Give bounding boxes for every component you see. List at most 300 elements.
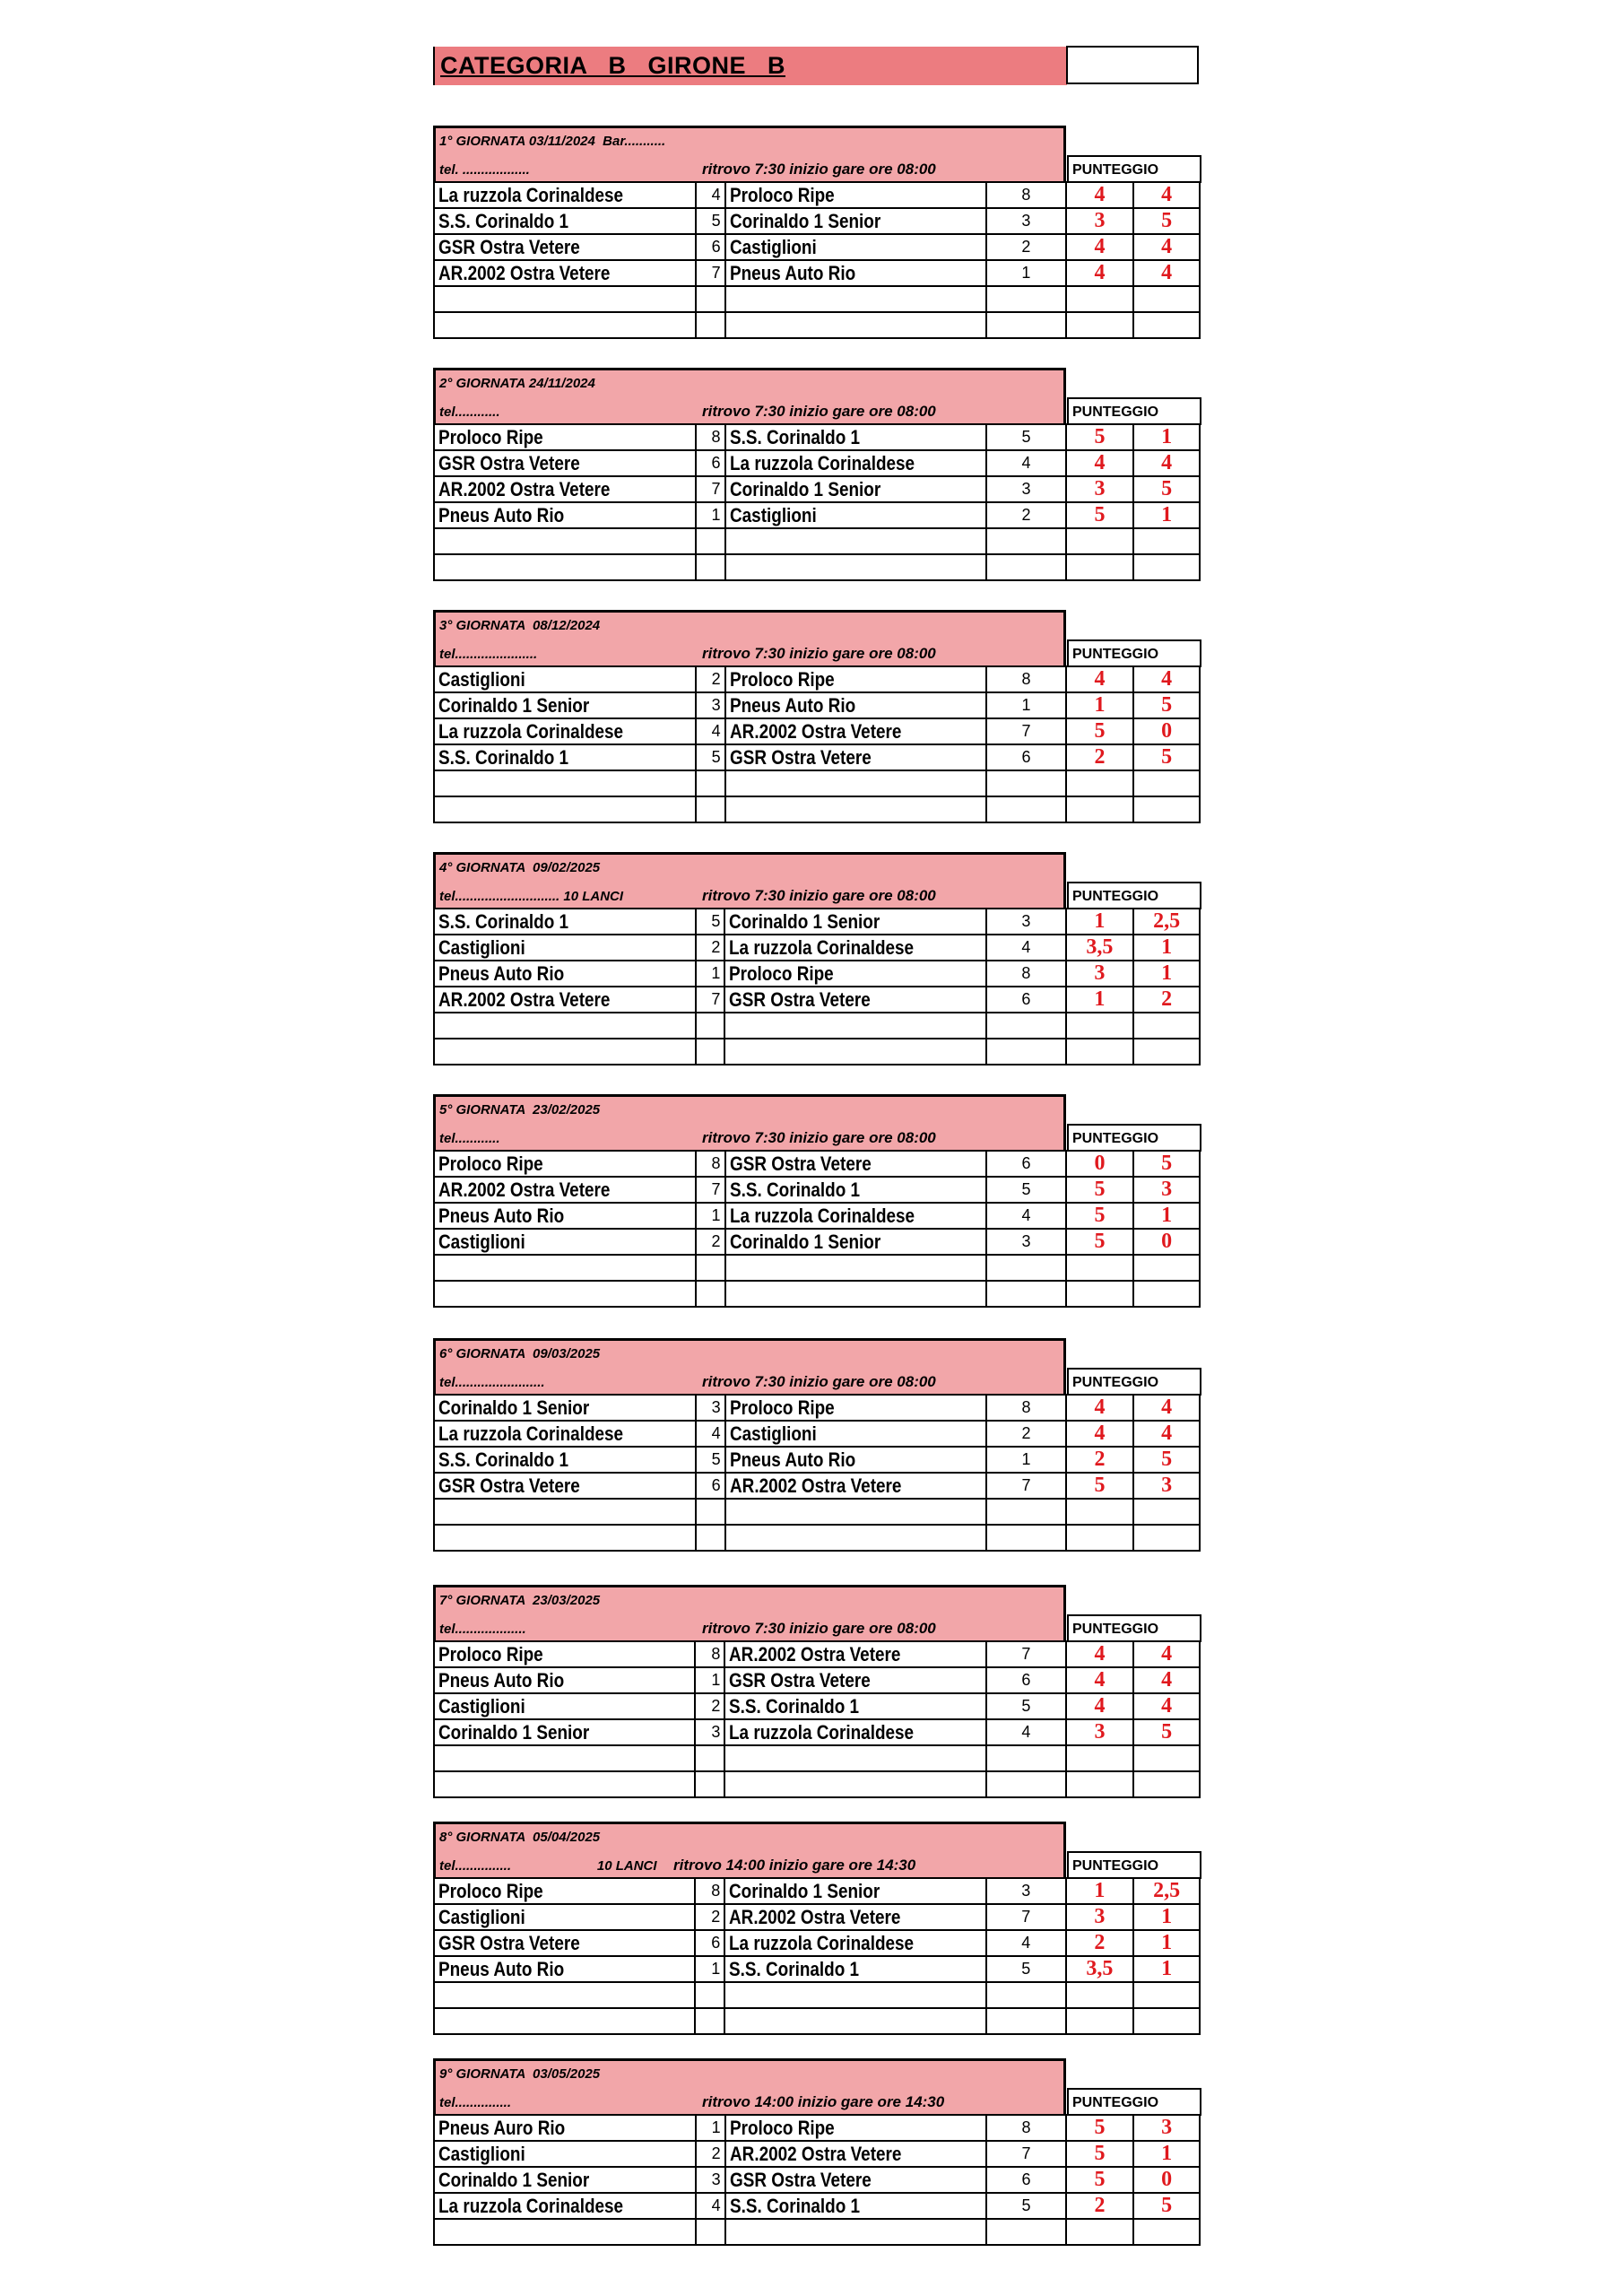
home-score (1066, 1013, 1134, 1039)
away-team (725, 692, 987, 718)
home-team (434, 909, 696, 935)
home-team (434, 2115, 696, 2141)
away-score: 3 (1133, 1473, 1200, 1499)
home-team-label: Proloco Ripe (438, 1879, 543, 1902)
home-team (434, 286, 696, 312)
away-score: 4 (1133, 234, 1200, 260)
home-team (434, 208, 696, 234)
away-team (724, 1930, 986, 1956)
home-score: 2 (1066, 1447, 1134, 1473)
home-team (434, 1395, 696, 1421)
home-score: 4 (1066, 1421, 1134, 1447)
home-team (434, 450, 696, 476)
away-team (725, 2193, 987, 2219)
home-number: 2 (695, 1904, 724, 1930)
away-score: 5 (1133, 692, 1200, 718)
away-number (986, 554, 1066, 580)
round-title: 8° GIORNATA 05/04/2025 (439, 1830, 601, 1845)
away-team (725, 2167, 987, 2193)
home-score (1066, 1255, 1134, 1281)
match-row (434, 1203, 1200, 1229)
empty-row (434, 796, 1200, 822)
match-row (434, 450, 1200, 476)
home-score (1066, 1525, 1134, 1551)
away-number: 3 (986, 208, 1066, 234)
match-row (434, 208, 1200, 234)
empty-row (434, 2008, 1200, 2034)
home-team (434, 1039, 696, 1065)
home-number: 1 (695, 1956, 724, 1982)
match-row (434, 961, 1200, 987)
away-score: 1 (1133, 2141, 1200, 2167)
away-team (725, 744, 987, 770)
away-team-label: S.S. Corinaldo 1 (729, 425, 860, 448)
away-team (725, 666, 987, 692)
round-schedule-time: ritrovo 7:30 inizio gare ore 08:00 (702, 887, 936, 904)
punteggio-label: PUNTEGGIO (1067, 639, 1201, 667)
away-team-label: GSR Ostra Vetere (729, 1668, 872, 1692)
home-number: 7 (696, 260, 725, 286)
punteggio-label: PUNTEGGIO (1067, 1614, 1201, 1642)
home-team (434, 260, 696, 286)
away-number: 2 (986, 1421, 1066, 1447)
home-score: 1 (1066, 909, 1134, 935)
title-bar (433, 47, 1067, 85)
home-number: 1 (696, 502, 725, 528)
away-number: 3 (986, 476, 1066, 502)
away-team-label: GSR Ostra Vetere (729, 745, 872, 769)
punteggio-label: PUNTEGGIO (1067, 1368, 1201, 1396)
away-score (1133, 286, 1200, 312)
away-team-label: AR.2002 Ostra Vetere (729, 719, 902, 743)
round-schedule-time: ritrovo 7:30 inizio gare ore 08:00 (702, 1129, 936, 1146)
away-number: 5 (986, 1177, 1066, 1203)
home-team (434, 1745, 695, 1771)
away-number: 8 (986, 2115, 1066, 2141)
away-number: 4 (986, 1719, 1066, 1745)
home-score: 2 (1066, 1930, 1134, 1956)
away-score: 0 (1133, 2167, 1200, 2193)
home-team-label: Corinaldo 1 Senior (438, 2168, 590, 2191)
match-row (434, 1693, 1200, 1719)
away-team-label: GSR Ostra Vetere (729, 2168, 872, 2191)
away-number (986, 286, 1066, 312)
away-team (725, 1525, 987, 1551)
away-team-label: Castiglioni (729, 1422, 817, 1445)
home-team-label: Proloco Ripe (438, 1642, 543, 1665)
home-score: 3,5 (1066, 1956, 1134, 1982)
away-score: 1 (1133, 1203, 1200, 1229)
away-team (725, 1281, 987, 1307)
home-team (434, 1771, 695, 1797)
empty-row (434, 1525, 1200, 1551)
home-team (434, 1904, 695, 1930)
matches-table (433, 1394, 1201, 1552)
away-number (986, 1039, 1065, 1065)
home-team-label: Pneus Auto Rio (438, 1957, 565, 1980)
away-team (724, 1982, 986, 2008)
home-number: 2 (696, 666, 725, 692)
away-score: 5 (1133, 476, 1200, 502)
home-number: 2 (696, 935, 725, 961)
away-number: 4 (986, 935, 1065, 961)
away-team-label: S.S. Corinaldo 1 (729, 1694, 860, 1718)
home-number (696, 1281, 725, 1307)
home-score (1066, 1281, 1134, 1307)
matches-table (433, 2114, 1201, 2246)
home-team-label: La ruzzola Corinaldese (438, 719, 624, 743)
away-team-label: Corinaldo 1 Senior (729, 1879, 880, 1902)
empty-row (434, 770, 1200, 796)
home-score: 5 (1066, 1203, 1134, 1229)
away-score: 1 (1133, 502, 1200, 528)
home-team (434, 234, 696, 260)
home-team-label: Castiglioni (438, 2142, 525, 2165)
home-team (434, 770, 696, 796)
away-score: 1 (1133, 935, 1200, 961)
away-number (986, 1013, 1065, 1039)
away-number: 6 (986, 987, 1065, 1013)
away-team (725, 1229, 987, 1255)
home-team (434, 1281, 696, 1307)
round-title: 7° GIORNATA 23/03/2025 (439, 1593, 601, 1608)
away-number: 1 (986, 260, 1066, 286)
home-score: 4 (1066, 450, 1134, 476)
away-score: 5 (1133, 1151, 1200, 1177)
away-number: 3 (986, 1229, 1066, 1255)
home-score: 4 (1066, 1693, 1134, 1719)
home-number (696, 554, 725, 580)
round-title: 1° GIORNATA 03/11/2024 Bar........... (439, 134, 666, 149)
home-team (434, 744, 696, 770)
away-team-label: GSR Ostra Vetere (729, 987, 872, 1011)
away-team (724, 1956, 986, 1982)
round-header (433, 1094, 1066, 1150)
away-score (1133, 1525, 1200, 1551)
away-number (986, 312, 1066, 338)
away-number: 5 (986, 1693, 1066, 1719)
away-score (1133, 1745, 1200, 1771)
home-team (434, 1719, 695, 1745)
home-score (1066, 312, 1134, 338)
away-score: 4 (1133, 1421, 1200, 1447)
home-team (434, 1203, 696, 1229)
away-number: 4 (986, 1930, 1066, 1956)
away-score: 0 (1133, 1229, 1200, 1255)
match-row (434, 744, 1200, 770)
home-team-label: Castiglioni (438, 1694, 525, 1718)
home-number: 4 (696, 718, 725, 744)
match-row (434, 2141, 1200, 2167)
match-row (434, 1229, 1200, 1255)
match-row (434, 1956, 1200, 1982)
home-number: 5 (696, 208, 725, 234)
away-team (725, 796, 987, 822)
home-score: 3 (1066, 1719, 1134, 1745)
away-score: 2,5 (1133, 909, 1200, 935)
match-row (434, 476, 1200, 502)
empty-row (434, 554, 1200, 580)
home-number (695, 1771, 724, 1797)
away-team-label: Proloco Ripe (729, 1396, 835, 1419)
empty-row (434, 1771, 1200, 1797)
home-team-label: Castiglioni (438, 1230, 525, 1253)
away-team-label: Proloco Ripe (729, 2116, 835, 2139)
match-row (434, 1719, 1200, 1745)
home-number: 1 (696, 2115, 725, 2141)
match-row (434, 935, 1200, 961)
home-team (434, 1473, 696, 1499)
home-number: 2 (696, 2141, 725, 2167)
home-number: 3 (696, 1395, 725, 1421)
home-team (434, 1151, 696, 1177)
away-number (986, 1281, 1066, 1307)
away-team (725, 554, 987, 580)
home-team-label: Pneus Auto Rio (438, 1204, 565, 1227)
away-team (725, 1421, 987, 1447)
matches-table (433, 423, 1201, 581)
away-score: 4 (1133, 260, 1200, 286)
home-number: 7 (696, 1177, 725, 1203)
away-team-label: Corinaldo 1 Senior (729, 209, 880, 232)
away-score: 4 (1133, 450, 1200, 476)
away-team (725, 286, 986, 312)
home-team-label: S.S. Corinaldo 1 (438, 1448, 569, 1471)
away-number: 1 (986, 1447, 1066, 1473)
home-team-label: Pneus Auro Rio (438, 2116, 566, 2139)
match-row (434, 260, 1200, 286)
home-team (434, 1525, 696, 1551)
home-team-label: La ruzzola Corinaldese (438, 2194, 624, 2217)
away-team-label: La ruzzola Corinaldese (729, 1204, 915, 1227)
away-team (725, 208, 986, 234)
away-number: 6 (986, 1667, 1066, 1693)
home-score (1066, 770, 1134, 796)
home-number (695, 1982, 724, 2008)
home-team (434, 312, 696, 338)
away-team (724, 935, 986, 961)
home-team (434, 1255, 696, 1281)
home-number (695, 2008, 724, 2034)
away-number: 5 (986, 2193, 1066, 2219)
away-team-label: S.S. Corinaldo 1 (729, 1957, 860, 1980)
away-team (724, 1904, 986, 1930)
away-number (986, 1771, 1066, 1797)
away-team (725, 1473, 987, 1499)
home-team-label: Castiglioni (438, 1905, 525, 1928)
empty-row (434, 2219, 1200, 2245)
match-row (434, 1641, 1200, 1667)
away-team-label: Corinaldo 1 Senior (729, 909, 880, 933)
away-team-label: AR.2002 Ostra Vetere (729, 1905, 901, 1928)
home-number: 1 (695, 1667, 724, 1693)
home-team (434, 1013, 696, 1039)
away-number (986, 770, 1066, 796)
round-contact: tel............ (439, 1131, 500, 1146)
round-header (433, 126, 1066, 181)
home-number: 7 (696, 987, 725, 1013)
empty-row (434, 312, 1200, 338)
away-score (1133, 770, 1200, 796)
away-number (986, 2008, 1066, 2034)
round-header (433, 2058, 1066, 2114)
away-number (986, 2219, 1066, 2245)
home-team-label: Pneus Auto Rio (438, 503, 565, 526)
away-team (724, 1693, 986, 1719)
empty-row (434, 1255, 1200, 1281)
home-team (434, 1956, 695, 1982)
round-title: 2° GIORNATA 24/11/2024 (439, 376, 595, 391)
home-team-label: La ruzzola Corinaldese (438, 1422, 624, 1445)
home-number (696, 1499, 725, 1525)
home-number (696, 1039, 725, 1065)
home-number: 3 (696, 2167, 725, 2193)
away-number: 3 (986, 909, 1065, 935)
home-team (434, 1499, 696, 1525)
home-team (434, 1177, 696, 1203)
away-number: 3 (986, 1878, 1066, 1904)
punteggio-label: PUNTEGGIO (1067, 1124, 1201, 1152)
match-row (434, 1930, 1200, 1956)
home-score (1066, 2219, 1134, 2245)
away-score (1133, 528, 1200, 554)
away-number: 7 (986, 1473, 1066, 1499)
home-team-label: Castiglioni (438, 667, 525, 691)
away-number (986, 1982, 1066, 2008)
away-team (724, 961, 986, 987)
punteggio-label: PUNTEGGIO (1067, 2088, 1201, 2116)
away-team (724, 1641, 986, 1667)
home-team (434, 1930, 695, 1956)
home-number: 6 (696, 1473, 725, 1499)
home-score: 2 (1066, 2193, 1134, 2219)
away-score (1133, 2219, 1200, 2245)
home-team (434, 987, 696, 1013)
round-header (433, 852, 1066, 908)
round-schedule-time: ritrovo 7:30 inizio gare ore 08:00 (702, 1620, 936, 1637)
away-team-label: GSR Ostra Vetere (729, 1152, 872, 1175)
match-row (434, 1904, 1200, 1930)
away-score: 5 (1133, 1719, 1200, 1745)
away-team (725, 502, 987, 528)
away-number: 6 (986, 1151, 1066, 1177)
home-team-label: AR.2002 Ostra Vetere (438, 1178, 611, 1201)
match-row (434, 1151, 1200, 1177)
empty-row (434, 1039, 1200, 1065)
home-team (434, 424, 696, 450)
away-score: 2 (1133, 987, 1200, 1013)
round-schedule-time: ritrovo 7:30 inizio gare ore 08:00 (702, 403, 936, 420)
home-score: 1 (1066, 987, 1134, 1013)
round-header (433, 610, 1066, 665)
round-contact: tel................... (439, 1622, 526, 1637)
away-team-label: Proloco Ripe (729, 961, 835, 985)
away-team-label: Corinaldo 1 Senior (729, 477, 880, 500)
away-score: 4 (1133, 182, 1200, 208)
round-title: 6° GIORNATA 09/03/2025 (439, 1346, 601, 1361)
home-score (1066, 1039, 1134, 1065)
away-score (1133, 1039, 1200, 1065)
away-score: 4 (1133, 1641, 1200, 1667)
round-contact: tel............................ 10 LANCI (439, 889, 624, 904)
away-team (725, 1499, 987, 1525)
away-team (725, 1395, 987, 1421)
match-row (434, 502, 1200, 528)
home-team (434, 935, 696, 961)
home-number (696, 2219, 725, 2245)
match-row (434, 1447, 1200, 1473)
match-row (434, 2115, 1200, 2141)
away-number: 7 (986, 1641, 1066, 1667)
home-team (434, 1641, 695, 1667)
home-team (434, 718, 696, 744)
away-score: 4 (1133, 1395, 1200, 1421)
home-number: 3 (695, 1719, 724, 1745)
away-number: 7 (986, 718, 1066, 744)
away-team (724, 987, 986, 1013)
home-number: 1 (696, 1203, 725, 1229)
away-team-label: S.S. Corinaldo 1 (729, 1178, 860, 1201)
away-score (1133, 796, 1200, 822)
matches-table (433, 181, 1201, 339)
away-score (1133, 554, 1200, 580)
home-number (696, 1525, 725, 1551)
away-score: 5 (1133, 1447, 1200, 1473)
home-team (434, 1982, 695, 2008)
away-score (1133, 1255, 1200, 1281)
away-team (725, 1203, 987, 1229)
empty-row (434, 528, 1200, 554)
away-team (724, 1039, 986, 1065)
empty-row (434, 1013, 1200, 1039)
home-team (434, 1229, 696, 1255)
away-team (725, 476, 987, 502)
round-title: 4° GIORNATA 09/02/2025 (439, 860, 601, 875)
away-number: 4 (986, 450, 1066, 476)
home-team (434, 502, 696, 528)
home-team (434, 1878, 695, 1904)
away-score: 1 (1133, 424, 1200, 450)
punteggio-label: PUNTEGGIO (1067, 882, 1201, 909)
round-schedule-time: ritrovo 7:30 inizio gare ore 08:00 (702, 1373, 936, 1390)
home-team (434, 961, 696, 987)
punteggio-label: PUNTEGGIO (1067, 1851, 1201, 1879)
home-number: 8 (695, 1641, 724, 1667)
home-number: 5 (696, 744, 725, 770)
home-number: 2 (695, 1693, 724, 1719)
away-team (724, 2008, 986, 2034)
away-team (724, 1745, 986, 1771)
away-team-label: La ruzzola Corinaldese (729, 1931, 915, 1954)
home-number: 4 (696, 182, 725, 208)
home-team-label: GSR Ostra Vetere (438, 451, 580, 474)
home-score: 5 (1066, 1177, 1134, 1203)
home-team-label: S.S. Corinaldo 1 (438, 745, 569, 769)
away-score: 0 (1133, 718, 1200, 744)
punteggio-label: PUNTEGGIO (1067, 155, 1201, 183)
away-team (725, 424, 987, 450)
away-team (724, 1667, 986, 1693)
home-team-label: S.S. Corinaldo 1 (438, 209, 569, 232)
away-score (1133, 1013, 1200, 1039)
away-number (986, 796, 1066, 822)
home-team (434, 2219, 696, 2245)
away-number: 7 (986, 2141, 1066, 2167)
home-team-label: Proloco Ripe (438, 1152, 543, 1175)
away-score: 1 (1133, 1956, 1200, 1982)
away-team-label: Castiglioni (729, 503, 817, 526)
matches-table (433, 908, 1201, 1065)
